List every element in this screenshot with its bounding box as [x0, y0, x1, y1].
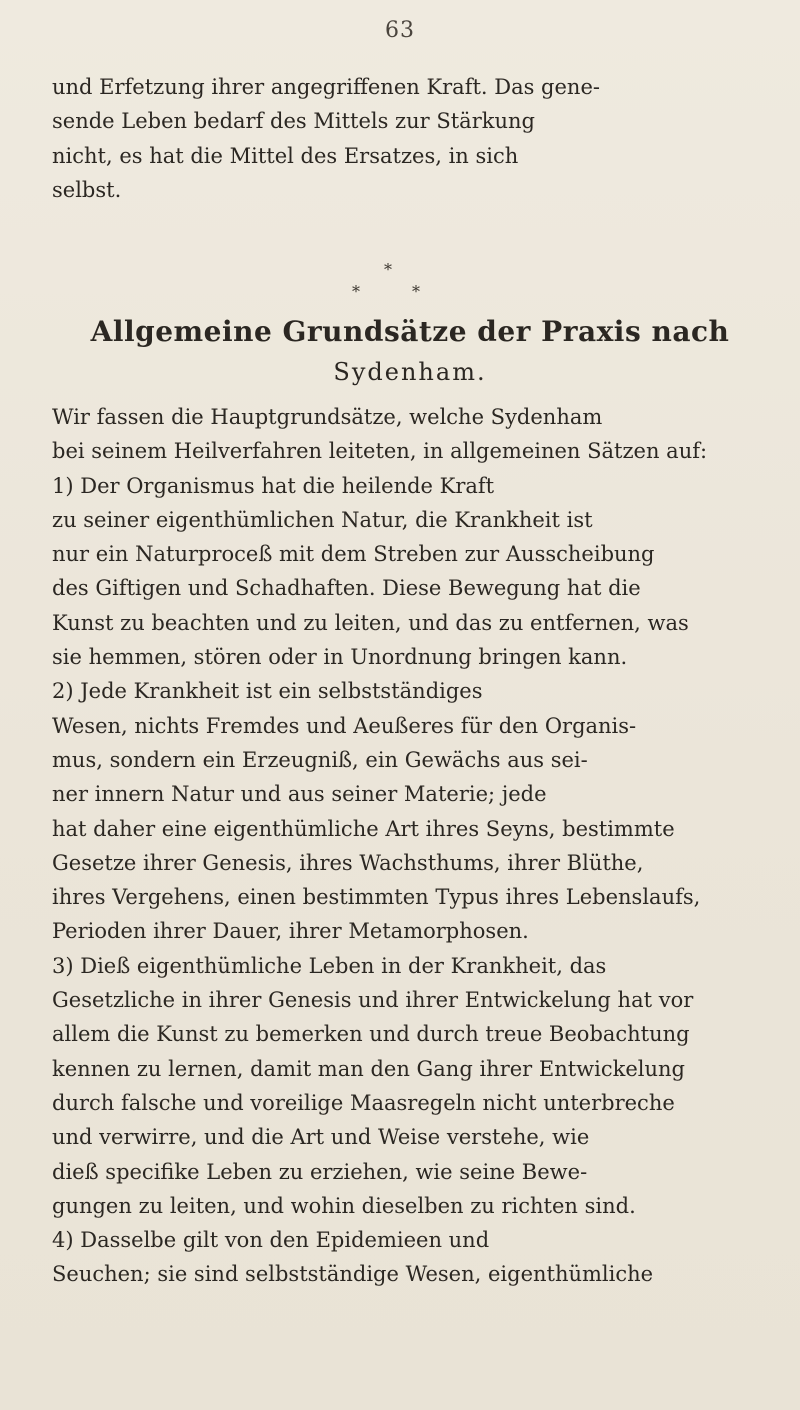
- text-line: 2) Jede Krankheit ist ein selbstständiges: [52, 679, 483, 704]
- text-line: des Giftigen und Schadhaften. Diese Bewegung hat die: [52, 576, 641, 601]
- text-line: sie hemmen, stören oder in Unordnung bringen kann.: [52, 645, 628, 670]
- text-line: Gesetze ihrer Genesis, ihres Wachsthums, ihrer Blüthe,: [52, 850, 644, 875]
- asterisk-icon: *: [352, 282, 360, 301]
- text-line: ihres Vergehens, einen bestimmten Typus ihres Lebenslaufs,: [52, 885, 701, 910]
- section-heading: [60, 312, 760, 392]
- body-text: [52, 400, 770, 1292]
- text-line: mus, sondern ein Erzeugniß, ein Gewächs aus sei‑: [52, 747, 588, 772]
- text-line: dieß specifike Leben zu erziehen, wie seine Bewe‑: [52, 1159, 588, 1184]
- heading-line-1: Allgemeine Grundsätze der Praxis nach: [90, 315, 730, 348]
- text-line: durch falsche und voreilige Maasregeln nicht unterbreche: [52, 1090, 675, 1115]
- asterism-ornament: [0, 262, 800, 302]
- text-line: und Erfetzung ihrer angegriffenen Kraft. Das gene‑: [52, 75, 600, 99]
- intro-paragraph: [52, 70, 770, 207]
- text-line: ner innern Natur und aus seiner Materie; jede: [52, 782, 547, 807]
- asterisk-icon: *: [384, 260, 392, 279]
- text-line: bei seinem Heilverfahren leiteten, in allgemeinen Sätzen auf:: [52, 439, 708, 464]
- text-line: sende Leben bedarf des Mittels zur Stärkung: [52, 109, 535, 134]
- text-line: Wesen, nichts Fremdes und Aeußeres für den Organis‑: [52, 713, 637, 738]
- text-line: nur ein Naturproceß mit dem Streben zur Ausscheibung: [52, 542, 655, 567]
- text-line: allem die Kunst zu bemerken und durch treue Beobachtung: [52, 1022, 690, 1047]
- text-line: Perioden ihrer Dauer, ihrer Metamorphosen.: [52, 919, 529, 944]
- text-line: Gesetzliche in ihrer Genesis und ihrer Entwickelung hat vor: [52, 988, 694, 1013]
- text-line: und verwirre, und die Art und Weise verstehe, wie: [52, 1125, 590, 1150]
- text-line: Kunst zu beachten und zu leiten, und das zu entfernen, was: [52, 610, 689, 635]
- text-line: 1) Der Organismus hat die heilende Kraft: [52, 473, 495, 498]
- text-line: Wir fassen die Hauptgrundsätze, welche Sydenham: [52, 405, 603, 429]
- asterisk-icon: *: [412, 282, 420, 301]
- text-line: zu seiner eigenthümlichen Natur, die Krankheit ist: [52, 507, 593, 532]
- text-line: selbst.: [52, 177, 122, 202]
- heading-line-2: Sydenham.: [333, 358, 487, 386]
- page-number: 63: [385, 18, 415, 43]
- text-line: kennen zu lernen, damit man den Gang ihrer Entwickelung: [52, 1056, 685, 1081]
- text-line: hat daher eine eigenthümliche Art ihres Seyns, bestimmte: [52, 816, 675, 841]
- text-line: 3) Dieß eigenthümliche Leben in der Krankheit, das: [52, 953, 607, 978]
- text-line: nicht, es hat die Mittel des Ersatzes, in sich: [52, 143, 519, 168]
- text-line: gungen zu leiten, und wohin dieselben zu richten sind.: [52, 1193, 636, 1218]
- text-line: Seuchen; sie sind selbstständige Wesen, eigenthümliche: [52, 1262, 654, 1287]
- text-line: 4) Dasselbe gilt von den Epidemieen und: [52, 1228, 490, 1253]
